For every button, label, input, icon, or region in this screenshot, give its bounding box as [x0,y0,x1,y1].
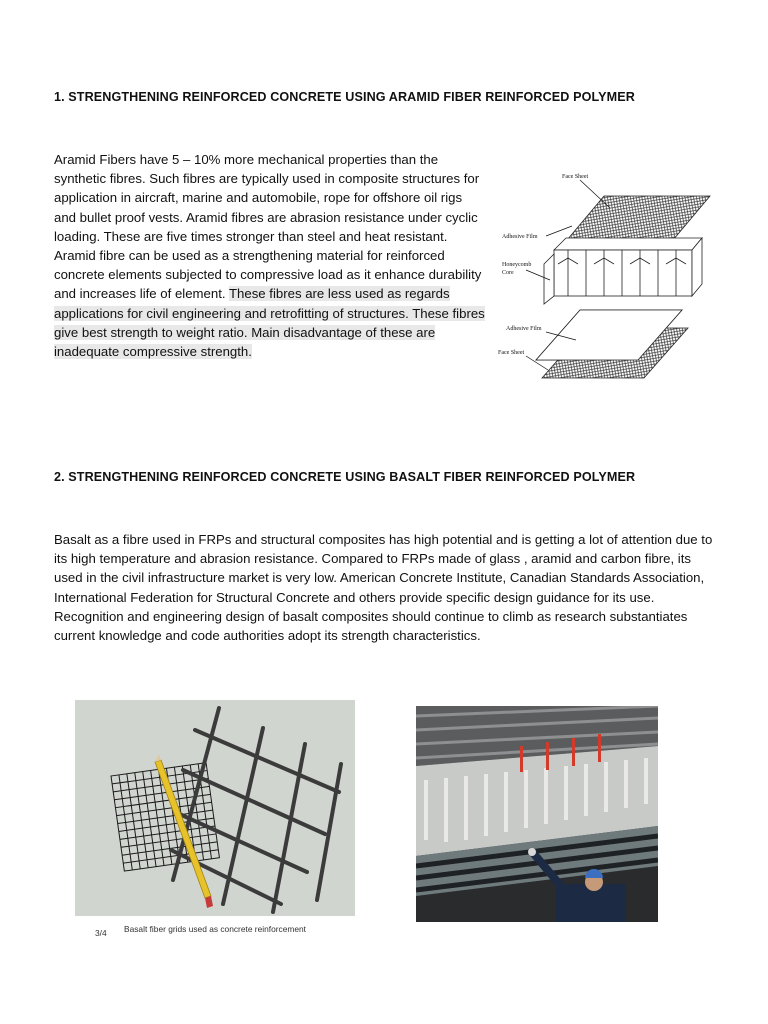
honeycomb-core [544,238,702,304]
photo-caption: Basalt fiber grids used as concrete reinforcement [124,924,307,934]
section2-heading: 2. STRENGTHENING REINFORCED CONCRETE USING BASALT FIBER REINFORCED POLYMER [54,470,636,484]
section1-body [54,150,486,361]
basalt-installation-photo [416,706,658,922]
label-adhesive-film-top: Adhesive Film [502,234,538,240]
label-honeycomb-core-1: Honeycomb [502,262,532,268]
label-honeycomb-core-2: Core [502,270,514,276]
section1-body-text: Aramid Fibers have 5 – 10% more mechanical properties than the synthetic fibres. Such fibres are typically used in composite structures for application in aircraft, marine and automobile, rope for offshore oil rigs and bullet proof vests. Aramid fibres are abrasion resistance under cyclic loading. These are five times stronger than steel and heat resistant. Aramid fibre can be used as a strengthening material for reinforced concrete elements subjected to compressive load as it enhance durability and increases life of element. [54,152,482,302]
label-adhesive-film-bottom: Adhesive Film [506,326,542,332]
basalt-fiber-grid-photo [75,700,355,916]
section1-heading: 1. STRENGTHENING REINFORCED CONCRETE USING ARAMID FIBER REINFORCED POLYMER [54,90,635,104]
section1-body-highlighted: These fibres are less used as regards applications for civil engineering and retrofitting of structures. These fibres give best strength to weight ratio. Main disadvantage of these are inadequate compressive strength. [54,286,485,360]
label-face-sheet-bottom: Face Sheet [498,350,525,356]
label-face-sheet-top: Face Sheet [562,174,589,180]
page-number: 3/4 [95,928,107,938]
ceiling-beams [416,706,658,896]
honeycomb-sandwich-diagram [496,168,718,384]
section2-body: Basalt as a fibre used in FRPs and structural composites has high potential and is getting a lot of attention due to its high temperature and abrasion resistance. Compared to FRPs made of glass , aramid and carbon fibre, its used in the civil infrastructure market is very low. American Concrete Institute, Canadian Standards Association, International Federation for Structural Concrete and others provide specific design guidance for its use. Recognition and engineering design of basalt composites should continue to climb as research substantiates current knowledge and code authorities adopt its strength characteristics. [54,532,713,644]
